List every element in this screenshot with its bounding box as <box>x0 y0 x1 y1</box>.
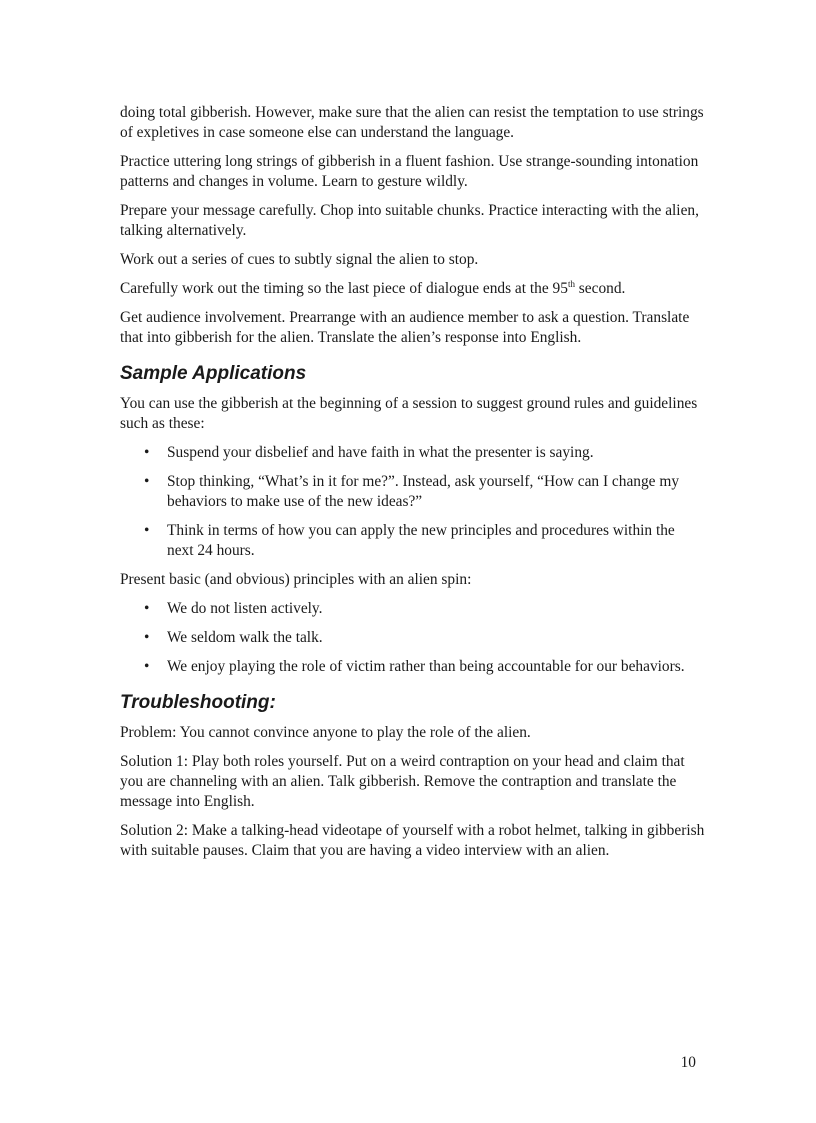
list-item-text: Suspend your disbelief and have faith in what the presenter is saying. <box>167 444 594 461</box>
list-item-text: Think in terms of how you can apply the new principles and procedures within the next 24 hours. <box>167 522 675 559</box>
bullet-icon: • <box>144 600 150 617</box>
list-item <box>120 521 705 561</box>
document-page <box>120 103 705 870</box>
list-item-text: We seldom walk the talk. <box>167 629 323 646</box>
list-item <box>120 657 705 677</box>
solution-2-paragraph: Solution 2: Make a talking-head videotape of yourself with a robot helmet, talking in gibberish with suitable pauses. Claim that you are having a video interview with an alien. <box>120 822 705 859</box>
sample-applications-heading: Sample Applications <box>120 363 307 384</box>
list-item <box>120 443 705 463</box>
problem-paragraph: Problem: You cannot convince anyone to play the role of the alien. <box>120 724 531 741</box>
intro-paragraph-2: Practice uttering long strings of gibberish in a fluent fashion. Use strange-sounding intonation patterns and changes in volume. Learn to gesture wildly. <box>120 153 699 190</box>
principles-intro: Present basic (and obvious) principles with an alien spin: <box>120 571 472 588</box>
principles-list <box>120 599 705 677</box>
list-item-text: We enjoy playing the role of victim rather than being accountable for our behaviors. <box>167 658 685 675</box>
timing-text-end: second. <box>574 280 626 297</box>
ground-rules-list <box>120 443 705 561</box>
page-number: 10 <box>680 1054 696 1071</box>
bullet-icon: • <box>144 522 150 539</box>
sample-applications-intro: You can use the gibberish at the beginning of a session to suggest ground rules and guidelines such as these: <box>120 395 698 432</box>
list-item-text: We do not listen actively. <box>167 600 323 617</box>
bullet-icon: • <box>144 444 150 461</box>
audience-paragraph: Get audience involvement. Prearrange with an audience member to ask a question. Translate that into gibberish for the alien. Translate the alien’s response into English. <box>120 309 690 346</box>
intro-paragraph-4: Work out a series of cues to subtly signal the alien to stop. <box>120 251 479 268</box>
timing-text: Carefully work out the timing so the last piece of dialogue ends at the 95 <box>120 280 568 297</box>
intro-paragraph-3: Prepare your message carefully. Chop into suitable chunks. Practice interacting with the alien, talking alternatively. <box>120 202 699 239</box>
ordinal-suffix: th <box>567 278 575 289</box>
troubleshooting-heading: Troubleshooting: <box>120 692 276 713</box>
list-item <box>120 628 705 648</box>
timing-paragraph <box>120 279 705 299</box>
list-item-text: Stop thinking, “What’s in it for me?”. Instead, ask yourself, “How can I change my behaviors to make use of the new ideas?” <box>167 473 680 510</box>
list-item <box>120 599 705 619</box>
bullet-icon: • <box>144 473 150 490</box>
intro-paragraph-1: doing total gibberish. However, make sure that the alien can resist the temptation to use strings of expletives in case someone else can understand the language. <box>120 104 704 141</box>
bullet-icon: • <box>144 629 150 646</box>
list-item <box>120 472 705 512</box>
solution-1-paragraph: Solution 1: Play both roles yourself. Put on a weird contraption on your head and claim that you are channeling with an alien. Talk gibberish. Remove the contraption and translate the message into English. <box>120 753 685 810</box>
bullet-icon: • <box>144 658 150 675</box>
